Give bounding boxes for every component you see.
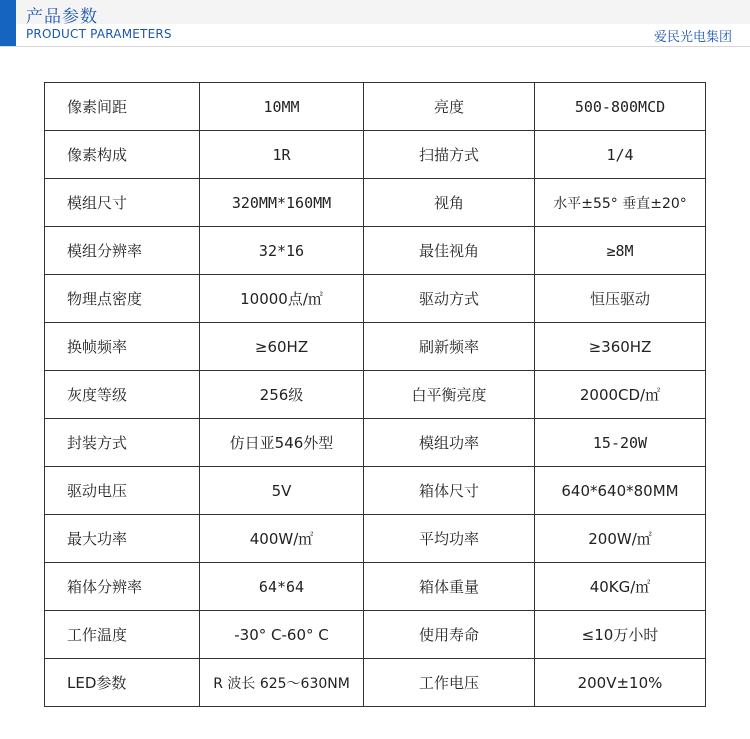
param-value: -30° C-60° C <box>200 611 364 659</box>
param-label: 箱体尺寸 <box>364 467 535 515</box>
param-value: 200V±10% <box>535 659 706 707</box>
table-row <box>45 611 706 659</box>
param-label: 白平衡亮度 <box>364 371 535 419</box>
param-value: 200W/㎡ <box>535 515 706 563</box>
param-label: 最大功率 <box>45 515 200 563</box>
param-value: 256级 <box>200 371 364 419</box>
param-label: 换帧频率 <box>45 323 200 371</box>
param-label: 使用寿命 <box>364 611 535 659</box>
param-value: ≤10万小时 <box>535 611 706 659</box>
param-value: 32*16 <box>200 227 364 275</box>
param-label: 视角 <box>364 179 535 227</box>
param-label: 驱动方式 <box>364 275 535 323</box>
table-row <box>45 515 706 563</box>
param-label: LED参数 <box>45 659 200 707</box>
header-accent-bar <box>0 0 16 46</box>
param-value: 仿日亚546外型 <box>200 419 364 467</box>
param-label: 亮度 <box>364 83 535 131</box>
table-row <box>45 323 706 371</box>
table-row <box>45 371 706 419</box>
param-label: 最佳视角 <box>364 227 535 275</box>
param-label: 像素间距 <box>45 83 200 131</box>
table-row <box>45 227 706 275</box>
param-value: 320MM*160MM <box>200 179 364 227</box>
param-value: 恒压驱动 <box>535 275 706 323</box>
param-label: 箱体分辨率 <box>45 563 200 611</box>
company-name: 爱民光电集团 <box>653 30 732 45</box>
param-label: 物理点密度 <box>45 275 200 323</box>
param-label: 扫描方式 <box>364 131 535 179</box>
table-row <box>45 83 706 131</box>
table-row <box>45 563 706 611</box>
param-value: 64*64 <box>200 563 364 611</box>
param-label: 平均功率 <box>364 515 535 563</box>
param-label: 工作温度 <box>45 611 200 659</box>
table-row <box>45 659 706 707</box>
param-label: 刷新频率 <box>364 323 535 371</box>
param-value: 5V <box>200 467 364 515</box>
param-label: 模组尺寸 <box>45 179 200 227</box>
page-subtitle: PRODUCT PARAMETERS <box>26 27 172 41</box>
table-row <box>45 275 706 323</box>
param-value: 40KG/㎡ <box>535 563 706 611</box>
param-value: ≥8M <box>535 227 706 275</box>
parameters-table <box>44 82 706 707</box>
param-value: 500-800MCD <box>535 83 706 131</box>
param-label: 工作电压 <box>364 659 535 707</box>
param-value: R 波长 625～630NM <box>200 659 364 707</box>
param-value: 1R <box>200 131 364 179</box>
param-label: 驱动电压 <box>45 467 200 515</box>
param-label: 箱体重量 <box>364 563 535 611</box>
param-label: 封装方式 <box>45 419 200 467</box>
param-value: 15-20W <box>535 419 706 467</box>
header-divider <box>0 46 750 47</box>
table-row <box>45 467 706 515</box>
param-value: 水平±55° 垂直±20° <box>535 179 706 227</box>
param-label: 灰度等级 <box>45 371 200 419</box>
param-value: 10000点/㎡ <box>200 275 364 323</box>
header-band <box>16 0 750 24</box>
param-value: 2000CD/㎡ <box>535 371 706 419</box>
param-value: ≥360HZ <box>535 323 706 371</box>
param-label: 模组分辨率 <box>45 227 200 275</box>
param-value: 1/4 <box>535 131 706 179</box>
param-value: 400W/㎡ <box>200 515 364 563</box>
page-title: 产品参数 <box>26 7 98 27</box>
param-label: 模组功率 <box>364 419 535 467</box>
table-row <box>45 131 706 179</box>
table-row <box>45 419 706 467</box>
param-value: 10MM <box>200 83 364 131</box>
param-value: 640*640*80MM <box>535 467 706 515</box>
param-label: 像素构成 <box>45 131 200 179</box>
table-row <box>45 179 706 227</box>
param-value: ≥60HZ <box>200 323 364 371</box>
